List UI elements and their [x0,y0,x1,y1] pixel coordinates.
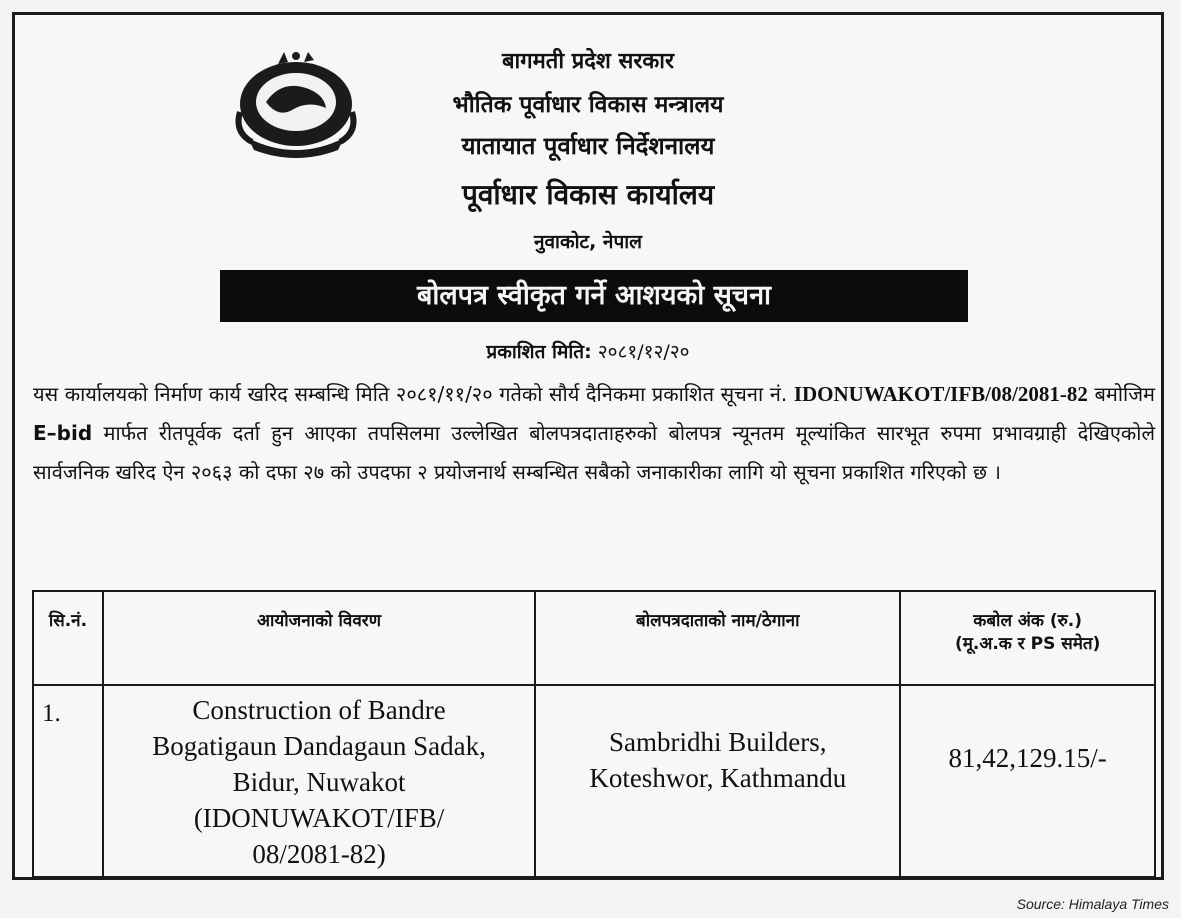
notice-title-banner: बोलपत्र स्वीकृत गर्ने आशयको सूचना [220,270,968,322]
project-line: (IDONUWAKOT/IFB/ [193,803,445,833]
ifb-reference: IDONUWAKOT/IFB/08/2081-82 [793,382,1088,406]
directorate-name: यातायात पूर्वाधार निर्देशनालय [461,132,715,160]
publication-date [15,338,1161,364]
body-part-3: मार्फत रीतपूर्वक दर्ता हुन आएका तपसिलमा उल्लेखित बोलपत्रदाताहरुको बोलपत्र न्यूनतम मूल्यांकित सारभूत रुपमा प्रभावग्राही देखिएकोले सार्वजनिक खरिद ऐन २०६३ को दफा २७ को उपदफा २ प्रयोजनार्थ सम्बन्धित सबैको जनाकारीका लागि यो सूचना प्रकाशित गरिएको छ । [33,421,1156,484]
project-line: 08/2081-82) [252,839,386,869]
header-serial-number: सि.नं. [33,591,103,685]
notice-body [33,375,1155,492]
table-row [33,685,1155,877]
government-name: बागमती प्रदेश सरकार [502,49,674,74]
row-project-description [103,685,535,877]
bidder-line: Koteshwor, Kathmandu [589,763,847,793]
project-line: Construction of Bandre [192,695,446,725]
publication-date-value: २०८१/१२/२० [597,341,690,363]
header-bid-amount [900,591,1155,685]
notice-frame [12,12,1164,880]
source-credit: Source: Himalaya Times [1016,896,1169,912]
bid-table [32,590,1156,878]
body-part-2: बमोजिम [1094,382,1155,406]
ministry-name: भौतिक पूर्वाधार विकास मन्त्रालय [452,92,724,118]
row-bidder [535,685,900,877]
publication-date-label: प्रकाशित मिति: [486,341,592,363]
project-line: Bidur, Nuwakot [232,767,406,797]
body-part-1: यस कार्यालयको निर्माण कार्य खरिद सम्बन्धि मिति २०८१/११/२० गतेको सौर्य दैनिकमा प्रकाशित सूचना नं. [33,382,788,406]
office-location: नुवाकोट, नेपाल [533,231,643,253]
bidder-line: Sambridhi Builders, [609,727,827,757]
header-project-description: आयोजनाको विवरण [103,591,535,685]
office-name: पूर्वाधार विकास कार्यालय [461,178,715,211]
row-serial-number: 1. [33,685,103,877]
ebid-term: E–bid [33,421,93,445]
header-bid-amount-line1: कबोल अंक (रु.) [973,611,1083,631]
table-header-row [33,591,1155,685]
header-bid-amount-line2: (मू.अ.क र PS समेत) [954,634,1101,654]
row-bid-amount: 81,42,129.15/- [900,685,1155,877]
project-line: Bogatigaun Dandagaun Sadak, [152,731,486,761]
header-bidder-name-address: बोलपत्रदाताको नाम/ठेगाना [535,591,900,685]
